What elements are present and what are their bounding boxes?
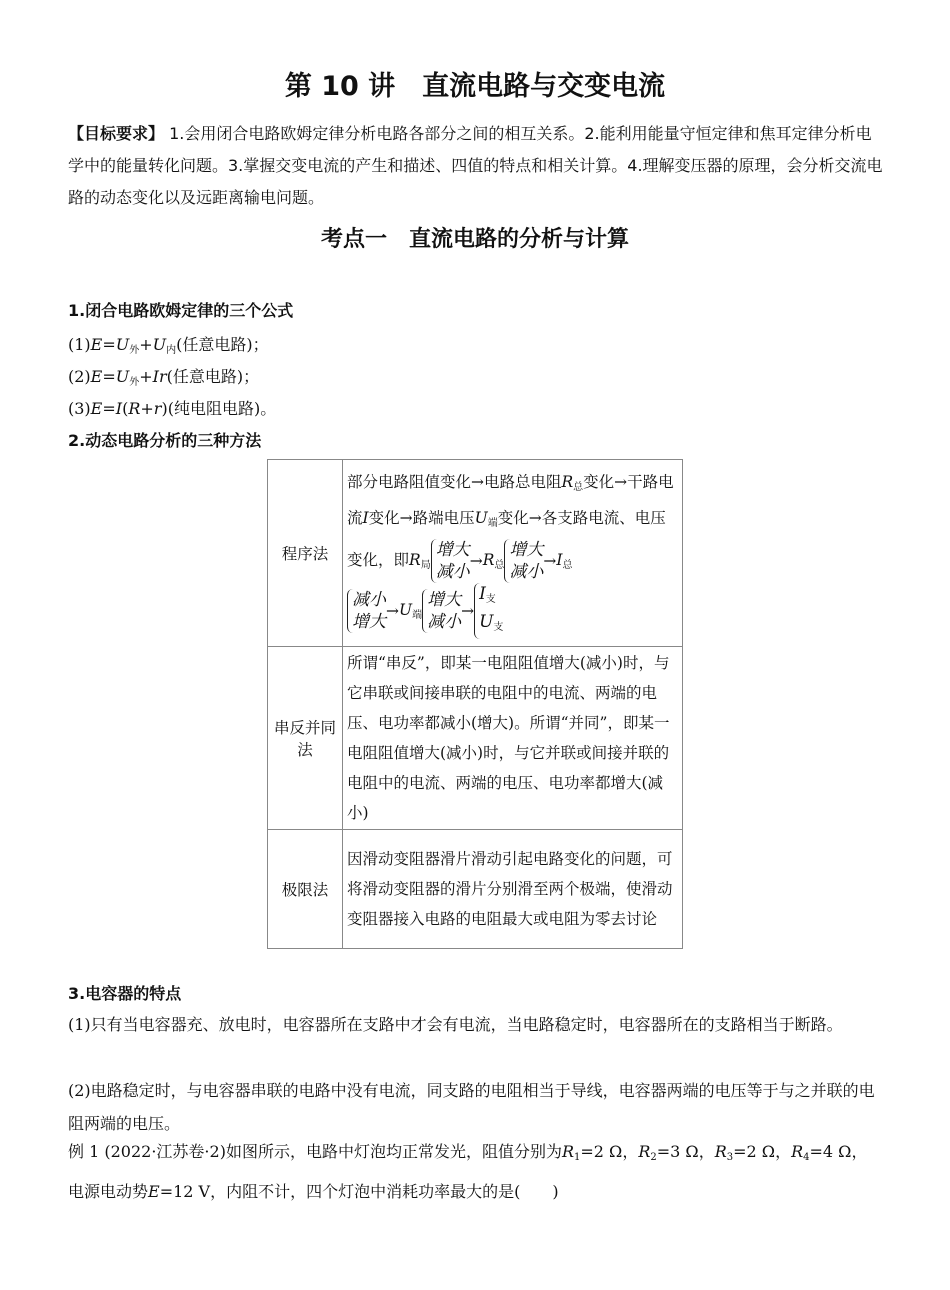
heading-dynamic-methods: 2.动态电路分析的三种方法 [68,431,262,450]
example-source: (2022·江苏卷·2) [104,1142,226,1161]
example-1: 例 1 (2022·江苏卷·2)如图所示，电路中灯泡均正常发光，阻值分别为$R_1=2$ Ω，$R_2=3$ Ω，$R_3=2$ Ω，$R_4=4$ Ω，电源电动势E=12 V，内阻不计，四个灯泡中消耗功率最大的是( ) [68,1142,868,1201]
formula-1: $(1)E=U_外+U_内$(任意电路)； [68,335,269,356]
learning-goals [68,118,883,214]
method-name-limit: 极限法 [268,830,343,949]
capacitor-point-1: (1)只有当电容器充、放电时，电容器所在支路中才会有电流，当电路稳定时，电容器所在的支路相当于断路。 [68,1015,843,1034]
method-name-procedure: 程序法 [268,460,343,647]
method-name-series-parallel: 串反并同法 [268,647,343,830]
goals-label: 【目标要求】 [68,124,165,143]
brace-group: 增大 减小 [431,539,470,583]
section-title: 考点一 直流电路的分析与计算 [320,227,629,252]
method-desc-series-parallel: 所谓“串反”，即某一电阻阻值增大(减小)时，与它串联或间接串联的电阻中的电流、两端的电压、电功率都减小(增大)。所谓“并同”，即某一电阻阻值增大(减小)时，与它并联或间接并联的电阻中的电流、两端的电压、电功率都增大(减小) [343,647,683,830]
brace-group: 减小 增大 [347,589,386,633]
method-desc-limit: 因滑动变阻器滑片滑动引起电路变化的问题，可将滑动变阻器的滑片分别滑至两个极端，使滑动变阻器接入电路的电阻最大或电阻为零去讨论 [343,830,683,949]
heading-ohm-formulas: 1.闭合电路欧姆定律的三个公式 [68,301,294,320]
brace-group: 增大 减小 [422,589,461,633]
methods-table [267,459,683,949]
capacitor-point-2: (2)电路稳定时，与电容器串联的电路中没有电流，同支路的电阻相当于导线，电容器两端的电压等于与之并联的电阻两端的电压。 [68,1081,875,1133]
heading-capacitor: 3.电容器的特点 [68,984,182,1003]
lecture-title: 第 10 讲 直流电路与交变电流 [284,71,666,102]
method-desc-procedure: 部分电路阻值变化→电路总电阻$R_总$变化→干路电流I变化→路端电压$U_端$变化→各支路电流、电压变化，即$R_局$ 增大 减小 $\to R_总$ 增大 减小 $\to I_总$ 减小 增大 $\to U_端$ 增大 减小 → $I_支$ $U_支$ [343,460,683,647]
table-row [268,830,683,949]
brace-group: 增大 减小 [504,539,543,583]
brace-group: $I_支$ $U_支$ [474,583,503,639]
goals-text: 1.会用闭合电路欧姆定律分析电路各部分之间的相互关系。2.能利用能量守恒定律和焦耳定律分析电学中的能量转化问题。3.掌握交变电流的产生和描述、四值的特点和相关计算。4.理解变压器的原理，会分析交流电路的动态变化以及远距离输电问题。 [68,124,883,207]
formula-2: $(2)E=U_外+Ir$(任意电路)； [68,367,260,388]
formula-3: (3)E=I(R+r)(纯电阻电路)。 [68,399,277,418]
example-label: 例 1 [68,1142,100,1161]
table-row [268,460,683,647]
table-row [268,647,683,830]
